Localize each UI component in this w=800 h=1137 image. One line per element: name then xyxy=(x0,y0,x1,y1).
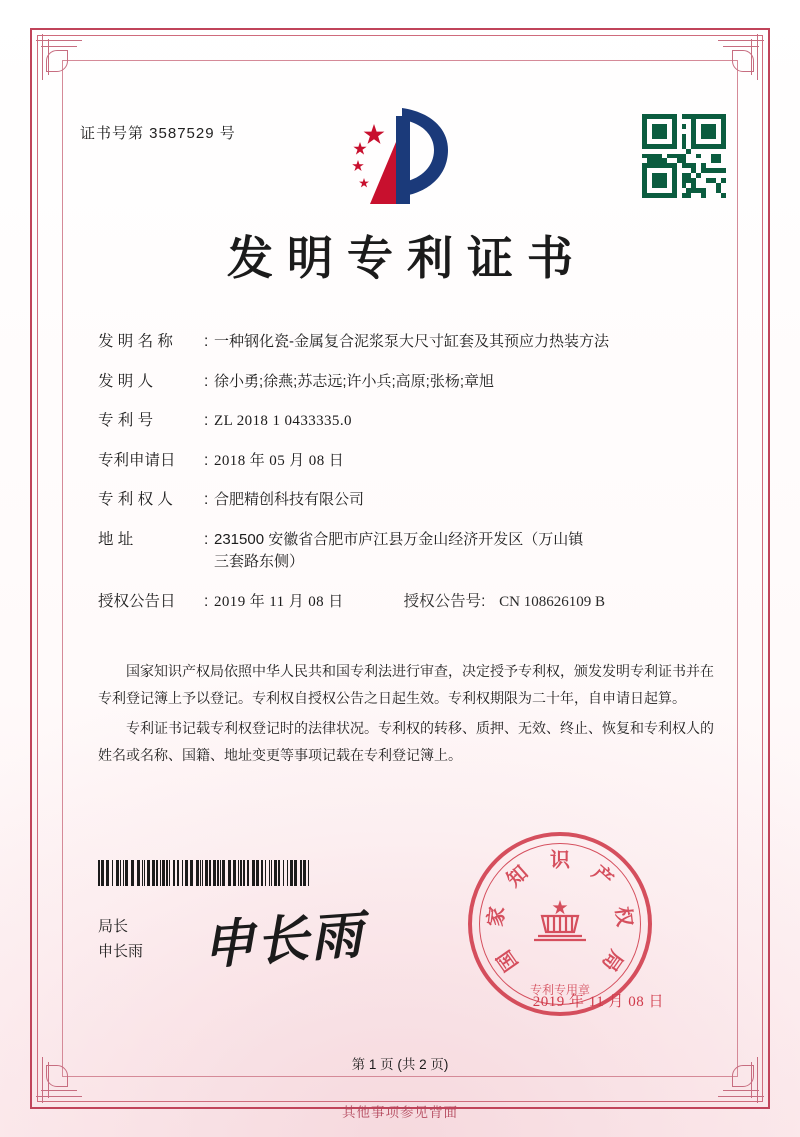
field-label: 发 明 名 称 xyxy=(98,333,173,350)
director-block xyxy=(98,915,143,965)
field-colon: : xyxy=(204,592,209,610)
field-value-address-line2: 三套路东侧） xyxy=(214,553,305,570)
field-label: 授权公告日 xyxy=(98,592,176,610)
field-label: 专 利 权 人 xyxy=(98,491,173,508)
director-name: 申长雨 xyxy=(98,942,144,960)
field-row-inventors xyxy=(98,370,716,394)
field-value-address-line1: 231500 安徽省合肥市庐江县万金山经济开发区（万山镇 xyxy=(214,530,584,548)
field-value-grant-date: 2019 年 11 月 08 日 xyxy=(214,593,344,610)
certificate-content xyxy=(62,60,738,1077)
field-colon: : xyxy=(204,412,209,429)
certificate-number: 证书号第 3587529 号 xyxy=(80,125,236,142)
field-value-invention-name: 一种钢化瓷-金属复合泥浆泵大尺寸缸套及其预应力热装方法 xyxy=(214,333,609,350)
footer-note: 其他事项参见背面 xyxy=(342,1105,458,1120)
field-label: 专 利 号 xyxy=(98,412,154,429)
national-emblem-icon xyxy=(524,894,596,954)
barcode xyxy=(98,860,310,886)
field-list xyxy=(98,330,716,629)
page-number: 第 1 页 (共 2 页) xyxy=(351,1057,449,1072)
field-row-patent-number xyxy=(98,409,716,433)
field-label: 专利申请日 xyxy=(98,451,176,469)
official-seal xyxy=(468,832,652,1016)
page-title: 发明专利证书 xyxy=(227,233,587,284)
field-row-grant-announcement xyxy=(98,590,716,614)
field-colon: : xyxy=(204,530,209,548)
field-row-patentee xyxy=(98,488,716,512)
field-label: 发 明 人 xyxy=(98,372,154,390)
field-value-application-date: 2018 年 05 月 08 日 xyxy=(214,452,345,469)
field-label: 地 址 xyxy=(98,530,134,548)
field-row-application-date xyxy=(98,449,716,473)
seal-date: 2019 年 11 月 08 日 xyxy=(532,994,664,1010)
legal-paragraph-1: 国家知识产权局依照中华人民共和国专利法进行审查，决定授予专利权，颁发发明专利证书并在专利登记簿上予以登记。专利权自授权公告之日起生效。专利权期限为二十年，自申请日起算。 xyxy=(98,663,714,707)
qr-code xyxy=(642,114,726,198)
field-colon: : xyxy=(204,451,209,469)
field-value-patentee: 合肥精创科技有限公司 xyxy=(214,491,365,508)
field-colon: : xyxy=(204,372,209,390)
field-value-inventors: 徐小勇;徐燕;苏志远;许小兵;高原;张杨;章旭 xyxy=(214,372,495,390)
field-colon-grant-number: : xyxy=(481,592,486,610)
handwritten-signature: 申长雨 xyxy=(200,907,367,976)
field-row-invention-name xyxy=(98,330,716,354)
field-colon: : xyxy=(204,333,209,350)
field-value-grant-number: CN 108626109 B xyxy=(499,593,605,610)
field-row-address xyxy=(98,528,716,574)
legal-text xyxy=(98,658,714,771)
patent-office-logo xyxy=(330,102,470,210)
seal-bottom-text: 专利专用章 xyxy=(529,983,590,997)
field-colon: : xyxy=(204,491,209,508)
director-label: 局长 xyxy=(98,918,129,935)
field-value-patent-number: ZL 2018 1 0433335.0 xyxy=(214,413,352,429)
seal-ring-text: 国 家 知 识 产 权 局 xyxy=(484,849,636,975)
legal-paragraph-2: 专利证书记载专利权登记时的法律状况。专利权的转移、质押、无效、终止、恢复和专利权人的姓名或名称、国籍、地址变更等事项记载在专利登记簿上。 xyxy=(98,719,714,763)
field-label-grant-number: 授权公告号 xyxy=(403,592,482,610)
